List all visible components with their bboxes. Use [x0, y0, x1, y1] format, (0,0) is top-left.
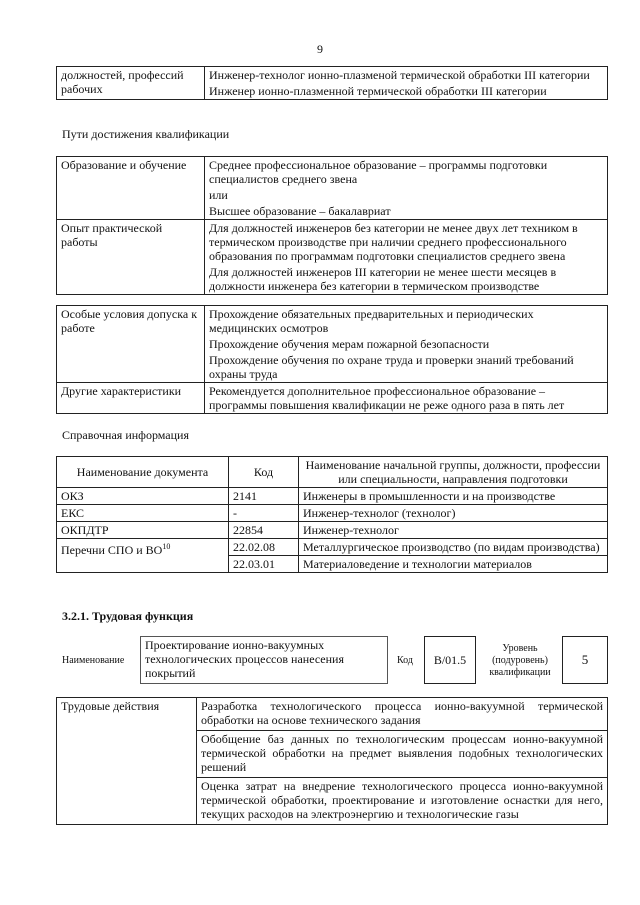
- action-item: Разработка технологического процесса ионно-вакуумной термической обработки на основе технического задания: [201, 699, 603, 727]
- level-label: Уровень (подуровень) квалификации: [489, 643, 551, 678]
- experience-line: Для должностей инженеров III категории не менее шести месяцев в должности инженера без категории в термическом производстве: [209, 265, 557, 293]
- reference-heading: Справочная информация: [62, 428, 189, 442]
- experience-line: Для должностей инженеров без категории не менее двух лет техником в термическом производстве при наличии среднего профессионального образования по программам подготовки специалистов среднего звена: [209, 221, 578, 263]
- code-label: Код: [397, 655, 413, 666]
- page-number: 9: [317, 42, 323, 56]
- action-item: Обобщение баз данных по технологическим процессам ионно-вакуумной термической обработки на предмет выявления подобных технологических решений: [197, 730, 607, 777]
- level-box: [562, 636, 608, 684]
- other-line: Рекомендуется дополнительное профессиональное образование – программы повышения квалификации не реже одного раза в пять лет: [205, 383, 608, 414]
- ref-code: 22854: [229, 522, 299, 539]
- experience-label: Опыт практической работы: [57, 220, 205, 295]
- table-row: [57, 488, 608, 505]
- admission-label: Особые условия допуска к работе: [57, 306, 205, 383]
- qualification-heading: Пути достижения квалификации: [62, 127, 230, 141]
- admission-line: Прохождение обучения по охране труда и проверки знаний требований охраны труда: [209, 353, 574, 381]
- education-line: или: [209, 188, 228, 202]
- ref-name: Инженер-технолог: [299, 522, 608, 539]
- ref-doc: ОКПДТР: [57, 522, 229, 539]
- ref-doc: ОКЗ: [57, 488, 229, 505]
- admission-line: Прохождение обучения мерам пожарной безопасности: [209, 337, 490, 351]
- ref-header-name: Наименование начальной группы, должности, профессии или специальности, направления подготовки: [299, 457, 608, 488]
- level-value: 5: [581, 652, 589, 667]
- education-label: Образование и обучение: [57, 157, 205, 220]
- code-box: [424, 636, 476, 684]
- actions-table: [56, 697, 608, 825]
- ref-header-doc: Наименование документа: [57, 457, 229, 488]
- admission-line: Прохождение обязательных предварительных и периодических медицинских осмотров: [209, 307, 534, 335]
- reference-table: [56, 456, 608, 573]
- education-line: Среднее профессиональное образование – программы подготовки специалистов среднего звена: [209, 158, 548, 186]
- name-label: Наименование: [62, 655, 125, 666]
- position-value: Инженер ионно-плазменной термической обработки III категории: [209, 84, 547, 98]
- table-row: [57, 539, 608, 556]
- positions-label: должностей, профессий рабочих: [57, 67, 205, 100]
- other-label: Другие характеристики: [57, 383, 205, 414]
- ref-name: Инженер-технолог (технолог): [299, 505, 608, 522]
- ref-header-code: Код: [229, 457, 299, 488]
- ref-code: 2141: [229, 488, 299, 505]
- ref-name: Металлургическое производство (по видам производства): [299, 539, 608, 556]
- ref-code: 22.03.01: [229, 556, 299, 573]
- ref-code: -: [229, 505, 299, 522]
- qualification-table: [56, 156, 608, 295]
- table-row: [57, 505, 608, 522]
- education-line: Высшее образование – бакалавриат: [209, 204, 391, 218]
- table-row: [57, 522, 608, 539]
- ref-code: 22.02.08: [229, 539, 299, 556]
- code-value: B/01.5: [433, 653, 467, 667]
- positions-table: [56, 66, 608, 100]
- position-value: Инженер-технолог ионно-плазменой термической обработки III категории: [209, 68, 590, 82]
- function-name: Проектирование ионно-вакуумных технологических процессов нанесения покрытий: [145, 638, 344, 680]
- ref-doc-cell: [57, 539, 229, 573]
- action-item: Оценка затрат на внедрение технологического процесса ионно-вакуумной термической обработки, проектирование и изготовление оснастки для него, текущих расходов на электроэнергию и технологические газы: [197, 777, 607, 824]
- conditions-table: [56, 305, 608, 414]
- ref-doc: Перечни СПО и ВО: [61, 543, 163, 557]
- ref-doc: ЕКС: [57, 505, 229, 522]
- footnote-mark: 10: [162, 542, 171, 551]
- ref-name: Инженеры в промышленности и на производстве: [299, 488, 608, 505]
- ref-name: Материаловедение и технологии материалов: [299, 556, 608, 573]
- function-heading: 3.2.1. Трудовая функция: [62, 609, 194, 623]
- actions-label: Трудовые действия: [57, 698, 197, 825]
- function-name-box: [140, 636, 388, 684]
